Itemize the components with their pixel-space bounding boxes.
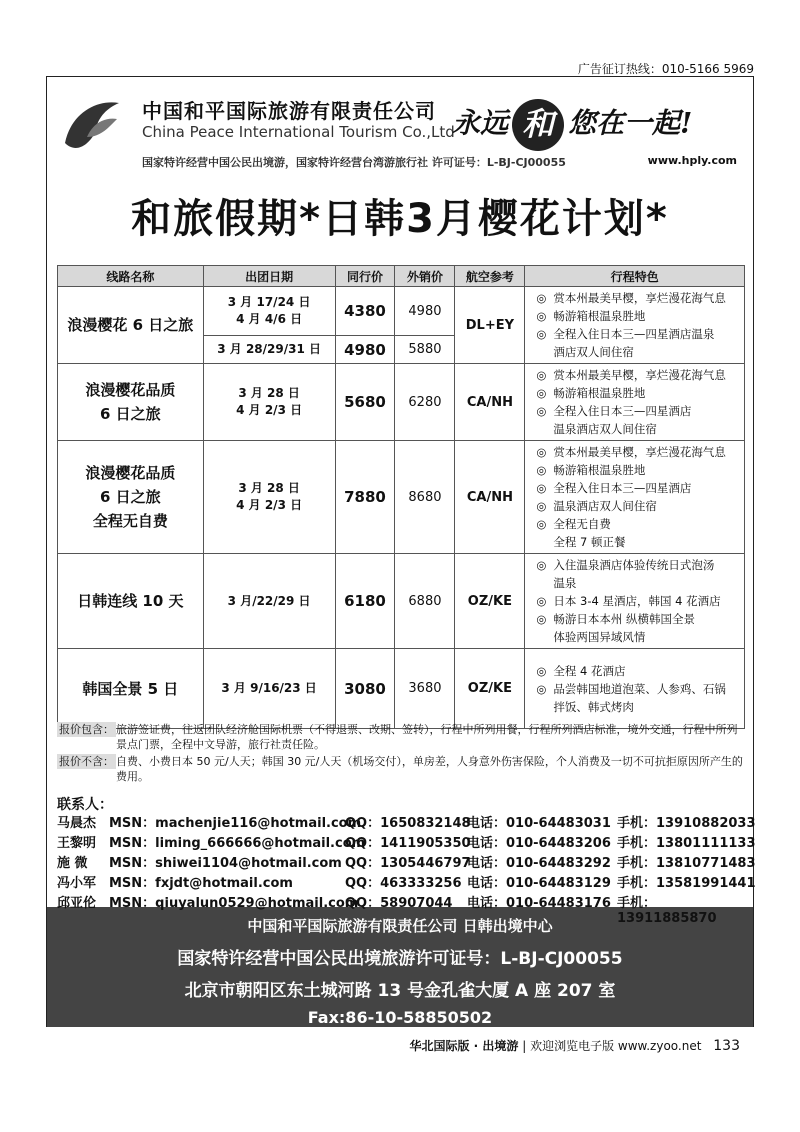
col-header-date: 出团日期 bbox=[203, 266, 335, 287]
peer-price: 4380 bbox=[335, 287, 395, 336]
advert-frame bbox=[46, 76, 754, 1027]
route-name: 浪漫樱花 6 日之旅 bbox=[58, 287, 204, 364]
route-name: 浪漫樱花品质 6 日之旅 全程无自费 bbox=[58, 441, 204, 554]
contact-name: 邱亚伦 bbox=[57, 896, 97, 911]
bullet-icon: ◎ bbox=[536, 558, 547, 572]
peer-price: 7880 bbox=[335, 441, 395, 554]
agency-info-box bbox=[47, 896, 753, 1027]
footer-tagline[interactable]: 欢迎浏览电子版 www.zyoo.net bbox=[530, 1039, 702, 1053]
departure-dates: 3 月 28 日 4 月 2/3 日 bbox=[203, 364, 335, 441]
contact-tel: 电话：010-64483206 bbox=[467, 836, 611, 851]
bullet-icon: ◎ bbox=[536, 681, 547, 696]
retail-price: 6880 bbox=[395, 554, 455, 649]
website[interactable]: www.hply.com bbox=[647, 154, 737, 167]
company-header bbox=[47, 77, 753, 177]
contact-qq: QQ：1650832148 bbox=[345, 816, 471, 831]
publication-name: 华北国际版 · 出境游 bbox=[409, 1039, 519, 1053]
bullet-icon: ◎ bbox=[536, 386, 547, 400]
departure-dates: 3 月/22/29 日 bbox=[203, 554, 335, 649]
contact-name: 施 微 bbox=[57, 856, 88, 871]
contact-row bbox=[57, 852, 756, 872]
departure-dates: 3 月 17/24 日 4 月 4/6 日 bbox=[203, 287, 335, 336]
features: ◎ 全程 4 花酒店 ◎ 品尝韩国地道泡菜、人参鸡、石锅 拌饭、韩式烤肉 bbox=[525, 649, 745, 729]
col-header-airline: 航空参考 bbox=[455, 266, 525, 287]
contact-row bbox=[57, 832, 756, 852]
contact-msn[interactable]: MSN：shiwei1104@hotmail.com bbox=[109, 856, 342, 871]
retail-price: 3680 bbox=[395, 649, 455, 729]
bullet-icon: ◎ bbox=[536, 327, 547, 341]
bullet-icon: ◎ bbox=[536, 517, 547, 531]
features: ◎ 入住温泉酒店体验传统日式泡汤 温泉 ◎ 日本 3-4 星酒店，韩国 4 花酒店 ◎ 畅游日本本州 纵横韩国全景 体验两国异域风情 bbox=[525, 554, 745, 649]
peer-price: 5680 bbox=[335, 364, 395, 441]
agency-address-line: 北京市朝阳区东土城河路 13 号金孔雀大厦 A 座 207 室 bbox=[184, 981, 616, 1001]
price-notes bbox=[57, 722, 747, 786]
contact-mobile: 手机：13801111133 bbox=[617, 836, 756, 851]
contact-name: 冯小军 bbox=[57, 876, 97, 891]
table-row bbox=[58, 364, 745, 441]
route-name: 浪漫樱花品质 6 日之旅 bbox=[58, 364, 204, 441]
table-header-row bbox=[58, 266, 745, 287]
license-line: 国家特许经营中国公民出境游，国家特许经营台湾游旅行社 许可证号：L-BJ-CJ00055 bbox=[142, 156, 566, 169]
price-includes: 报价包含： 旅游签证费，往返团队经济舱国际机票（不得退票、改期、签转），行程中所列用餐，行程所列酒店标准，境外交通，行程中所列景点门票，全程中文导游，旅行社责任险。 bbox=[59, 723, 738, 751]
bullet-icon: ◎ bbox=[536, 445, 547, 459]
departure-dates: 3 月 28 日 4 月 2/3 日 bbox=[203, 441, 335, 554]
airline: CA/NH bbox=[455, 441, 525, 554]
airline: OZ/KE bbox=[455, 554, 525, 649]
peer-price: 3080 bbox=[335, 649, 395, 729]
table-row bbox=[58, 441, 745, 554]
company-name-cn: 中国和平国际旅游有限责任公司 bbox=[142, 99, 436, 123]
contact-mobile: 手机：13810771483 bbox=[617, 856, 756, 871]
contact-row bbox=[57, 812, 756, 832]
bullet-icon: ◎ bbox=[536, 463, 547, 477]
contacts-title: 联系人： bbox=[57, 797, 113, 813]
contact-qq: QQ：58907044 bbox=[345, 896, 453, 911]
contact-msn[interactable]: MSN：qiuyalun0529@hotmail.com bbox=[109, 896, 359, 911]
col-header-route: 线路名称 bbox=[58, 266, 204, 287]
col-header-features: 行程特色 bbox=[525, 266, 745, 287]
contact-msn[interactable]: MSN：machenjie116@hotmail.com bbox=[109, 816, 362, 831]
airline: DL+EY bbox=[455, 287, 525, 364]
contact-mobile: 手机：13581991441 bbox=[617, 876, 756, 891]
price-excludes: 报价不含： 自费、小费日本 50 元/人天；韩国 30 元/人天（机场交付），单房差，人身意外伤害保险，个人消费及一切不可抗拒原因所产生的费用。 bbox=[59, 755, 743, 783]
route-name: 韩国全景 5 日 bbox=[58, 649, 204, 729]
contact-mobile: 手机：13910882033 bbox=[617, 816, 756, 831]
peer-price: 4980 bbox=[335, 336, 395, 364]
features: ◎ 赏本州最美早樱，享烂漫花海气息 ◎ 畅游箱根温泉胜地 ◎ 全程入住日本三—四星酒店 ◎ 温泉酒店双人间住宿 ◎ 全程无自费 全程 7 顿正餐 bbox=[525, 441, 745, 554]
contact-mobile: 手机：13911885870 bbox=[617, 896, 717, 926]
agency-license-line: 国家特许经营中国公民出境旅游许可证号：L-BJ-CJ00055 bbox=[177, 949, 623, 969]
slogan-seal: 和 bbox=[512, 99, 564, 151]
page-number: 133 bbox=[713, 1038, 740, 1054]
retail-price: 4980 bbox=[395, 287, 455, 336]
departure-dates: 3 月 28/29/31 日 bbox=[203, 336, 335, 364]
bullet-icon: ◎ bbox=[536, 594, 547, 608]
airline: OZ/KE bbox=[455, 649, 525, 729]
bullet-icon: ◎ bbox=[536, 481, 547, 495]
page-footer bbox=[409, 1037, 740, 1054]
slogan-pre: 永远 bbox=[452, 106, 509, 140]
contact-msn[interactable]: MSN：fxjdt@hotmail.com bbox=[109, 876, 293, 891]
contact-name: 马晨杰 bbox=[57, 816, 97, 831]
bullet-icon: ◎ bbox=[536, 291, 547, 305]
features: ◎ 赏本州最美早樱，享烂漫花海气息 ◎ 畅游箱根温泉胜地 ◎ 全程入住日本三—四星酒店温泉 酒店双人间住宿 bbox=[525, 287, 745, 364]
table-row bbox=[58, 649, 745, 729]
bullet-icon: ◎ bbox=[536, 499, 547, 513]
contact-msn[interactable]: MSN：liming_666666@hotmail.com bbox=[109, 836, 366, 851]
col-header-peer-price: 同行价 bbox=[335, 266, 395, 287]
col-header-retail-price: 外销价 bbox=[395, 266, 455, 287]
table-row bbox=[58, 554, 745, 649]
departure-dates: 3 月 9/16/23 日 bbox=[203, 649, 335, 729]
retail-price: 6280 bbox=[395, 364, 455, 441]
contact-tel: 电话：010-64483031 bbox=[467, 816, 611, 831]
dove-logo-icon bbox=[57, 93, 127, 159]
contact-qq: QQ：1305446797 bbox=[345, 856, 471, 871]
ad-hotline: 广告征订热线：010-5166 5969 bbox=[577, 62, 754, 76]
slogan-post: 您在一起! bbox=[568, 106, 693, 140]
features: ◎ 赏本州最美早樱，享烂漫花海气息 ◎ 畅游箱根温泉胜地 ◎ 全程入住日本三—四星酒店 温泉酒店双人间住宿 bbox=[525, 364, 745, 441]
bullet-icon: ◎ bbox=[536, 309, 547, 323]
route-name: 日韩连线 10 天 bbox=[58, 554, 204, 649]
bullet-icon: ◎ bbox=[536, 404, 547, 418]
slogan bbox=[452, 99, 692, 151]
contact-qq: QQ：463333256 bbox=[345, 876, 462, 891]
bullet-icon: ◎ bbox=[536, 663, 547, 678]
contact-tel: 电话：010-64483292 bbox=[467, 856, 611, 871]
contact-tel: 电话：010-64483129 bbox=[467, 876, 611, 891]
retail-price: 5880 bbox=[395, 336, 455, 364]
contact-tel: 电话：010-64483176 bbox=[467, 896, 611, 911]
airline: CA/NH bbox=[455, 364, 525, 441]
contact-row bbox=[57, 872, 756, 892]
footer-separator: | bbox=[522, 1039, 527, 1053]
table-row bbox=[58, 287, 745, 336]
peer-price: 6180 bbox=[335, 554, 395, 649]
retail-price: 8680 bbox=[395, 441, 455, 554]
agency-name-line: 中国和平国际旅游有限责任公司 日韩出境中心 bbox=[247, 917, 553, 935]
contact-name: 王黎明 bbox=[57, 836, 97, 851]
company-name-en: China Peace International Tourism Co.,Ltd bbox=[142, 123, 455, 141]
bullet-icon: ◎ bbox=[536, 368, 547, 382]
page-title: 和旅假期*日韩3月樱花计划* bbox=[131, 196, 669, 242]
contact-qq: QQ：1411905350 bbox=[345, 836, 471, 851]
routes-table bbox=[57, 265, 745, 729]
bullet-icon: ◎ bbox=[536, 612, 547, 626]
agency-fax-line: Fax:86-10-58850502 bbox=[307, 1008, 493, 1027]
